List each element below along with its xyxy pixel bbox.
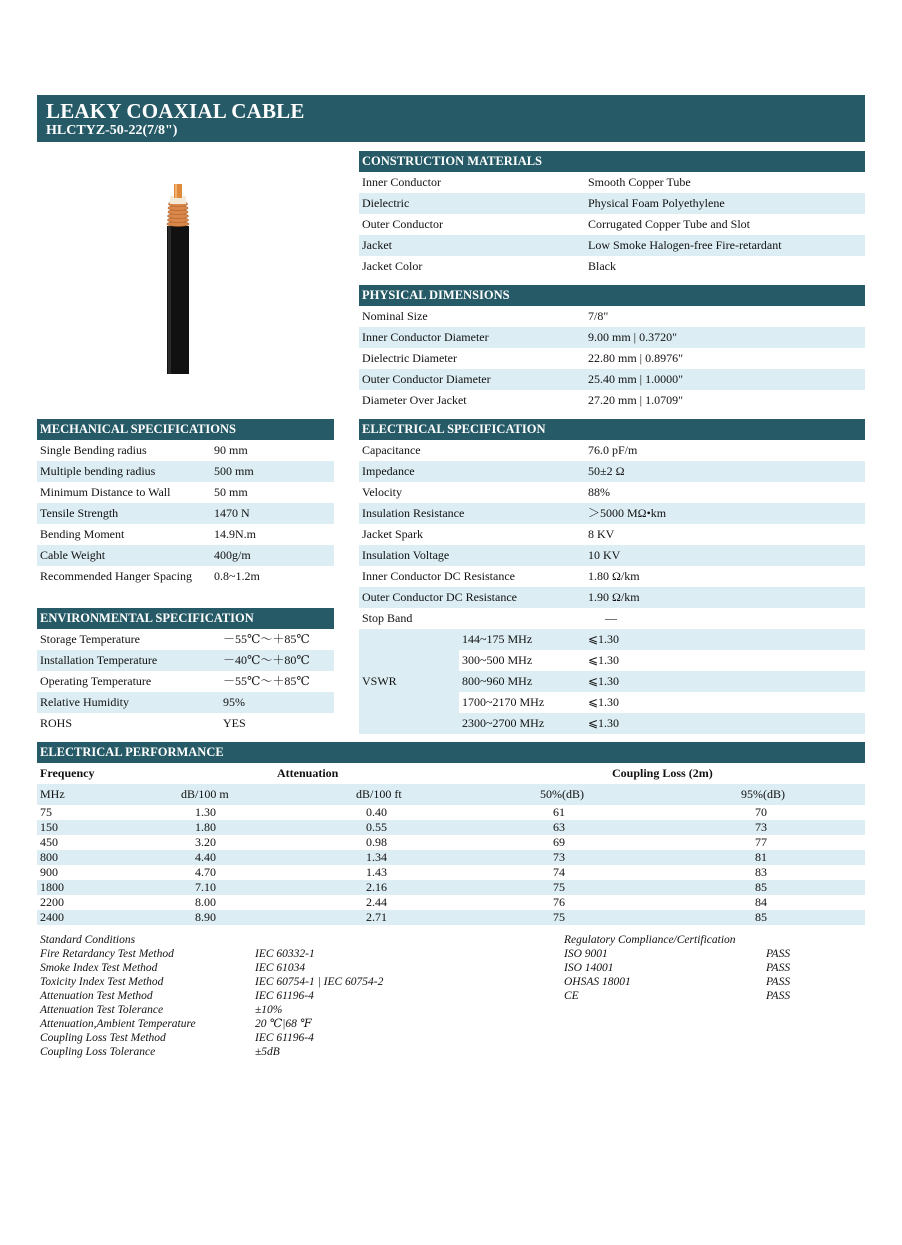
table-row <box>37 805 865 820</box>
standard-value: IEC 60754-1 | IEC 60754-2 <box>255 976 384 988</box>
construction-section <box>359 151 865 277</box>
row-value: 50 mm <box>214 485 248 499</box>
table-row <box>37 895 865 910</box>
row-value: 22.80 mm | 0.8976" <box>588 351 683 365</box>
standard-label: Coupling Loss Tolerance <box>40 1046 156 1058</box>
row-label: Outer Conductor <box>362 217 443 231</box>
row-value: 1470 N <box>214 506 250 520</box>
row-label: Dielectric Diameter <box>362 351 457 365</box>
standard-value: IEC 60332-1 <box>255 948 315 960</box>
list-item <box>40 989 540 1003</box>
electrical-heading: ELECTRICAL SPECIFICATION <box>359 419 865 440</box>
row-label: Nominal Size <box>362 309 428 323</box>
standard-value: IEC 61034 <box>255 962 306 974</box>
mechanical-section <box>37 419 334 587</box>
construction-heading: CONSTRUCTION MATERIALS <box>359 151 865 172</box>
table-cell: 75 <box>40 805 52 819</box>
row-label: Storage Temperature <box>40 632 140 646</box>
vswr-label: VSWR <box>362 674 397 688</box>
certification-label: CE <box>564 990 579 1002</box>
row-label: Diameter Over Jacket <box>362 393 467 407</box>
table-cell: 900 <box>40 865 58 879</box>
list-item <box>40 1031 540 1045</box>
row-label: Inner Conductor DC Resistance <box>362 569 515 583</box>
table-row <box>359 390 865 411</box>
standard-conditions <box>40 933 540 1059</box>
unit-label: dB/100 m <box>181 787 229 801</box>
vswr-band: 144~175 MHz <box>462 632 533 646</box>
table-row <box>359 348 865 369</box>
row-value: 400g/m <box>214 548 251 562</box>
cable-image <box>160 182 196 374</box>
vswr-row <box>459 692 865 713</box>
row-value: — <box>605 611 617 625</box>
row-label: Relative Humidity <box>40 695 129 709</box>
physical-heading: PHYSICAL DIMENSIONS <box>359 285 865 306</box>
table-cell: 84 <box>755 895 767 909</box>
certification-result: PASS <box>766 962 791 974</box>
list-item <box>564 961 864 975</box>
vswr-block <box>359 629 865 734</box>
table-cell: 8.00 <box>195 895 216 909</box>
table-cell: 3.20 <box>195 835 216 849</box>
table-row <box>359 587 865 608</box>
table-cell: 2.71 <box>366 910 387 924</box>
row-label: Bending Moment <box>40 527 125 541</box>
table-cell: 4.40 <box>195 850 216 864</box>
table-cell: 2.16 <box>366 880 387 894</box>
standard-label: Toxicity Index Test Method <box>40 976 164 988</box>
table-row <box>359 172 865 193</box>
table-cell: 1.43 <box>366 865 387 879</box>
row-value: 27.20 mm | 1.0709" <box>588 393 683 407</box>
vswr-row <box>459 650 865 671</box>
table-cell: 85 <box>755 910 767 924</box>
table-cell: 800 <box>40 850 58 864</box>
row-value: 7/8" <box>588 309 609 323</box>
row-value: 0.8~1.2m <box>214 569 260 583</box>
standard-value: ±10% <box>255 1004 283 1016</box>
certification-label: ISO 14001 <box>564 962 614 974</box>
table-cell: 69 <box>553 835 565 849</box>
row-value: 95% <box>223 695 245 709</box>
table-cell: 4.70 <box>195 865 216 879</box>
table-row <box>359 327 865 348</box>
coupling-label: Coupling Loss (2m) <box>612 766 713 780</box>
standard-label: Attenuation Test Method <box>40 990 153 1002</box>
standard-value: IEC 61196-4 <box>255 990 314 1002</box>
row-label: Insulation Resistance <box>362 506 465 520</box>
table-row <box>359 440 865 461</box>
list-item <box>40 947 540 961</box>
table-cell: 1.80 <box>195 820 216 834</box>
row-label: Inner Conductor Diameter <box>362 330 489 344</box>
vswr-value: ⩽1.30 <box>588 716 620 730</box>
table-row <box>37 629 334 650</box>
table-row <box>359 235 865 256</box>
row-label: Jacket Color <box>362 259 423 273</box>
standard-value: ±5dB <box>255 1046 280 1058</box>
row-value: 10 KV <box>588 548 621 562</box>
table-row <box>37 503 334 524</box>
row-value: －40℃～＋80℃ <box>223 653 310 667</box>
standards-heading: Standard Conditions <box>40 934 136 946</box>
table-cell: 0.98 <box>366 835 387 849</box>
page-title: LEAKY COAXIAL CABLE <box>46 99 305 123</box>
row-label: Velocity <box>362 485 402 499</box>
certification-result: PASS <box>766 948 791 960</box>
table-cell: 2.44 <box>366 895 387 909</box>
frequency-label: Frequency <box>40 766 95 780</box>
table-row <box>359 214 865 235</box>
row-label: Jacket <box>362 238 392 252</box>
list-item <box>564 989 864 1003</box>
table-row <box>359 306 865 327</box>
table-cell: 81 <box>755 850 767 864</box>
vswr-band: 800~960 MHz <box>462 674 533 688</box>
table-row <box>359 566 865 587</box>
row-label: Multiple bending radius <box>40 464 156 478</box>
row-label: Cable Weight <box>40 548 106 562</box>
row-value: 8 KV <box>588 527 615 541</box>
table-cell: 74 <box>553 865 565 879</box>
vswr-value: ⩽1.30 <box>588 653 620 667</box>
list-item <box>40 1003 540 1017</box>
table-cell: 85 <box>755 880 767 894</box>
row-label: Insulation Voltage <box>362 548 450 562</box>
environmental-heading: ENVIRONMENTAL SPECIFICATION <box>37 608 334 629</box>
row-label: Stop Band <box>362 611 413 625</box>
table-cell: 76 <box>553 895 565 909</box>
row-label: Single Bending radius <box>40 443 147 457</box>
table-cell: 83 <box>755 865 767 879</box>
table-row <box>359 193 865 214</box>
row-label: Outer Conductor Diameter <box>362 372 491 386</box>
table-row <box>37 461 334 482</box>
table-row <box>37 850 865 865</box>
table-row <box>37 545 334 566</box>
standard-label: Attenuation,Ambient Temperature <box>40 1018 196 1030</box>
row-label: Capacitance <box>362 443 421 457</box>
table-cell: 8.90 <box>195 910 216 924</box>
table-cell: 1800 <box>40 880 64 894</box>
table-row <box>359 369 865 390</box>
table-cell: 2200 <box>40 895 64 909</box>
row-label: Tensile Strength <box>40 506 119 520</box>
row-value: YES <box>223 716 246 730</box>
row-label: Outer Conductor DC Resistance <box>362 590 517 604</box>
row-label: Inner Conductor <box>362 175 441 189</box>
table-row <box>37 671 334 692</box>
row-value: 88% <box>588 485 610 499</box>
performance-rows <box>37 805 865 925</box>
standard-label: Smoke Index Test Method <box>40 962 158 974</box>
performance-heading: ELECTRICAL PERFORMANCE <box>37 742 865 763</box>
unit-label: 50%(dB) <box>540 787 584 801</box>
table-cell: 63 <box>553 820 565 834</box>
vswr-row <box>459 713 865 734</box>
compliance-section <box>564 933 864 1003</box>
unit-label: 95%(dB) <box>741 787 785 801</box>
compliance-heading: Regulatory Compliance/Certification <box>564 934 736 946</box>
vswr-band: 2300~2700 MHz <box>462 716 545 730</box>
row-label: ROHS <box>40 716 73 730</box>
vswr-value: ⩽1.30 <box>588 674 620 688</box>
table-cell: 450 <box>40 835 58 849</box>
standard-value: 20 ℃|68 ℉ <box>255 1018 312 1030</box>
table-row <box>359 608 865 629</box>
row-value: Black <box>588 259 616 273</box>
vswr-band: 1700~2170 MHz <box>462 695 545 709</box>
row-label: Recommended Hanger Spacing <box>40 569 192 583</box>
table-row <box>359 461 865 482</box>
table-cell: 75 <box>553 880 565 894</box>
table-row <box>37 566 334 587</box>
row-value: －55℃～＋85℃ <box>223 674 310 688</box>
row-value: 9.00 mm | 0.3720" <box>588 330 677 344</box>
table-row <box>37 524 334 545</box>
performance-section <box>37 742 865 925</box>
vswr-row <box>459 671 865 692</box>
unit-label: dB/100 ft <box>356 787 402 801</box>
row-value: Low Smoke Halogen-free Fire-retardant <box>588 238 782 252</box>
standard-label: Coupling Loss Test Method <box>40 1032 166 1044</box>
table-row <box>37 482 334 503</box>
table-row <box>359 524 865 545</box>
table-cell: 77 <box>755 835 767 849</box>
table-row <box>37 440 334 461</box>
table-row <box>359 482 865 503</box>
row-value: 90 mm <box>214 443 248 457</box>
table-row <box>37 880 865 895</box>
list-item <box>40 961 540 975</box>
row-value: 50±2 Ω <box>588 464 625 478</box>
table-cell: 61 <box>553 805 565 819</box>
standard-value: IEC 61196-4 <box>255 1032 314 1044</box>
table-row <box>37 835 865 850</box>
row-label: Jacket Spark <box>362 527 423 541</box>
vswr-band: 300~500 MHz <box>462 653 533 667</box>
table-cell: 0.40 <box>366 805 387 819</box>
table-row <box>359 545 865 566</box>
table-cell: 150 <box>40 820 58 834</box>
row-value: Smooth Copper Tube <box>588 175 691 189</box>
row-value: 1.90 Ω/km <box>588 590 640 604</box>
title-bar <box>37 95 865 142</box>
electrical-section <box>359 419 865 734</box>
table-cell: 1.30 <box>195 805 216 819</box>
attenuation-label: Attenuation <box>277 766 339 780</box>
row-value: －55℃～＋85℃ <box>223 632 310 646</box>
table-cell: 0.55 <box>366 820 387 834</box>
row-label: Dielectric <box>362 196 410 210</box>
row-value: 14.9N.m <box>214 527 256 541</box>
table-row <box>37 650 334 671</box>
table-row <box>37 910 865 925</box>
unit-label: MHz <box>40 787 65 801</box>
table-cell: 70 <box>755 805 767 819</box>
vswr-value: ⩽1.30 <box>588 632 620 646</box>
row-label: Installation Temperature <box>40 653 158 667</box>
table-cell: 75 <box>553 910 565 924</box>
performance-group-header <box>37 763 865 784</box>
row-label: Operating Temperature <box>40 674 152 688</box>
physical-section <box>359 285 865 411</box>
table-cell: 1.34 <box>366 850 387 864</box>
row-value: 25.40 mm | 1.0000" <box>588 372 683 386</box>
list-item <box>564 947 864 961</box>
environmental-section <box>37 608 334 734</box>
mechanical-heading: MECHANICAL SPECIFICATIONS <box>37 419 334 440</box>
list-item <box>40 975 540 989</box>
table-row <box>37 865 865 880</box>
row-value: 500 mm <box>214 464 254 478</box>
vswr-value: ⩽1.30 <box>588 695 620 709</box>
table-row <box>37 692 334 713</box>
row-value: 76.0 pF/m <box>588 443 638 457</box>
vswr-row <box>459 629 865 650</box>
list-item <box>40 1017 540 1031</box>
table-row <box>359 256 865 277</box>
row-value: ＞5000 MΩ•km <box>588 506 667 520</box>
list-item <box>564 975 864 989</box>
table-row <box>37 820 865 835</box>
table-cell: 73 <box>755 820 767 834</box>
table-cell: 7.10 <box>195 880 216 894</box>
performance-unit-header <box>37 784 865 805</box>
certification-label: OHSAS 18001 <box>564 976 631 988</box>
certification-result: PASS <box>766 976 791 988</box>
certification-label: ISO 9001 <box>564 948 608 960</box>
table-cell: 73 <box>553 850 565 864</box>
row-label: Impedance <box>362 464 415 478</box>
row-value: Corrugated Copper Tube and Slot <box>588 217 750 231</box>
row-value: 1.80 Ω/km <box>588 569 640 583</box>
row-label: Minimum Distance to Wall <box>40 485 171 499</box>
table-cell: 2400 <box>40 910 64 924</box>
standard-label: Attenuation Test Tolerance <box>40 1004 164 1016</box>
table-row <box>37 713 334 734</box>
list-item <box>40 1045 540 1059</box>
certification-result: PASS <box>766 990 791 1002</box>
row-value: Physical Foam Polyethylene <box>588 196 725 210</box>
standard-label: Fire Retardancy Test Method <box>40 948 174 960</box>
model-number: HLCTYZ-50-22(7/8") <box>46 123 178 138</box>
table-row <box>359 503 865 524</box>
